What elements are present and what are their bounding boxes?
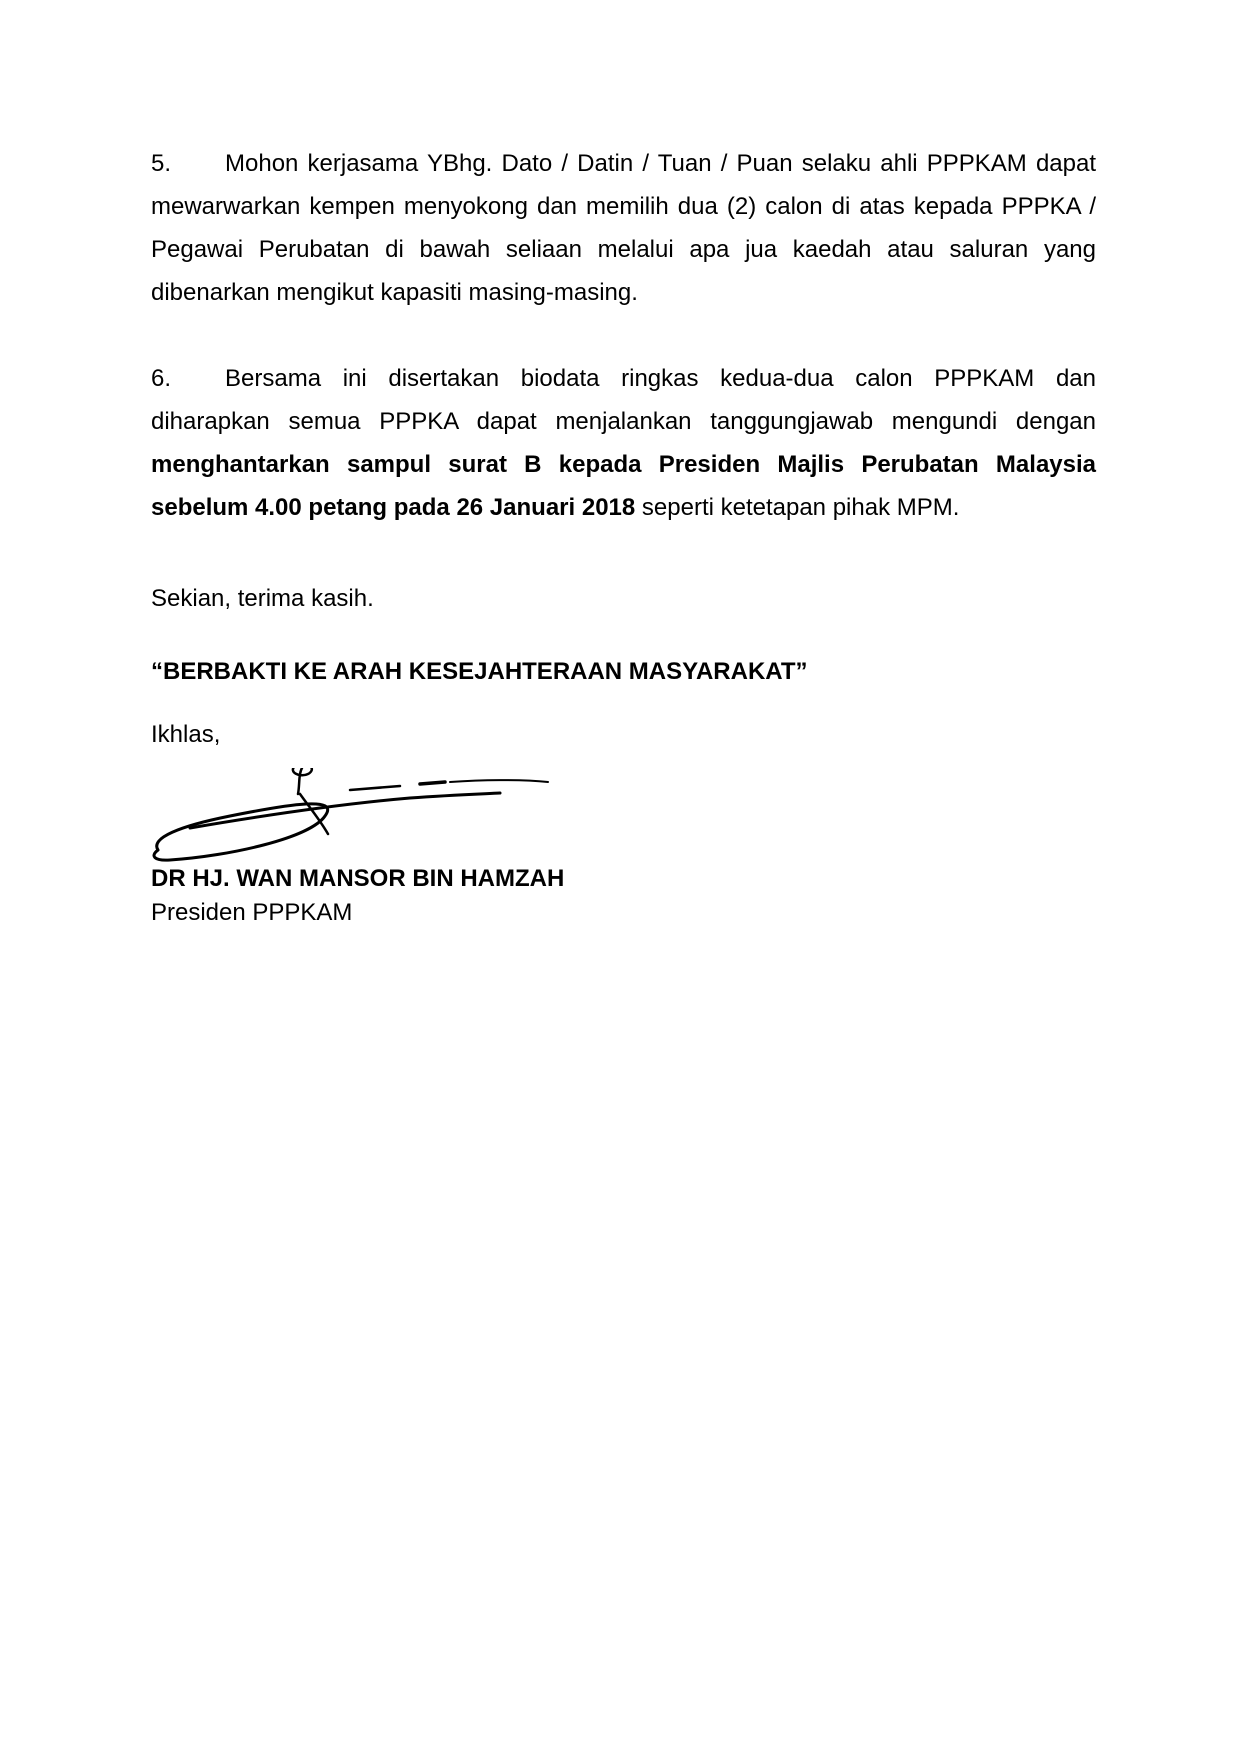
paragraph-6 (151, 357, 1096, 529)
sign-off: Ikhlas, (151, 721, 221, 748)
paragraph-number: 5. (151, 150, 172, 177)
paragraph-text: Mohon kerjasama YBhg. Dato / Datin / Tuan / Puan selaku ahli PPPKAM dapat mewarwarkan kempen menyokong dan memilih dua (2) calon di atas kepada PPPKA / Pegawai Perubatan di bawah seliaan melalui apa jua kaedah atau saluran yang dibenarkan mengikut kapasiti masing-masing. (151, 150, 1096, 306)
paragraph-text: Bersama ini disertakan biodata ringkas kedua-dua calon PPPKAM dan diharapkan semua PPPKA dapat menjalankan tanggungjawab mengundi dengan (151, 365, 1096, 435)
paragraph-text-end: seperti ketetapan pihak MPM. (635, 494, 960, 521)
letter-body (151, 142, 1096, 756)
paragraph-number: 6. (151, 365, 172, 392)
paragraph-emphasis: menghantarkan sampul surat B kepada Presiden Majlis Perubatan Malaysia sebelum 4.00 petang pada 26 Januari 2018 (151, 451, 1096, 521)
closing-line: Sekian, terima kasih. (151, 585, 374, 612)
paragraph-5 (151, 142, 1096, 314)
motto: “BERBAKTI KE ARAH KESEJAHTERAAN MASYARAKAT” (151, 658, 808, 685)
signer-title: Presiden PPPKAM (151, 899, 353, 926)
signer-name: DR HJ. WAN MANSOR BIN HAMZAH (151, 865, 565, 892)
